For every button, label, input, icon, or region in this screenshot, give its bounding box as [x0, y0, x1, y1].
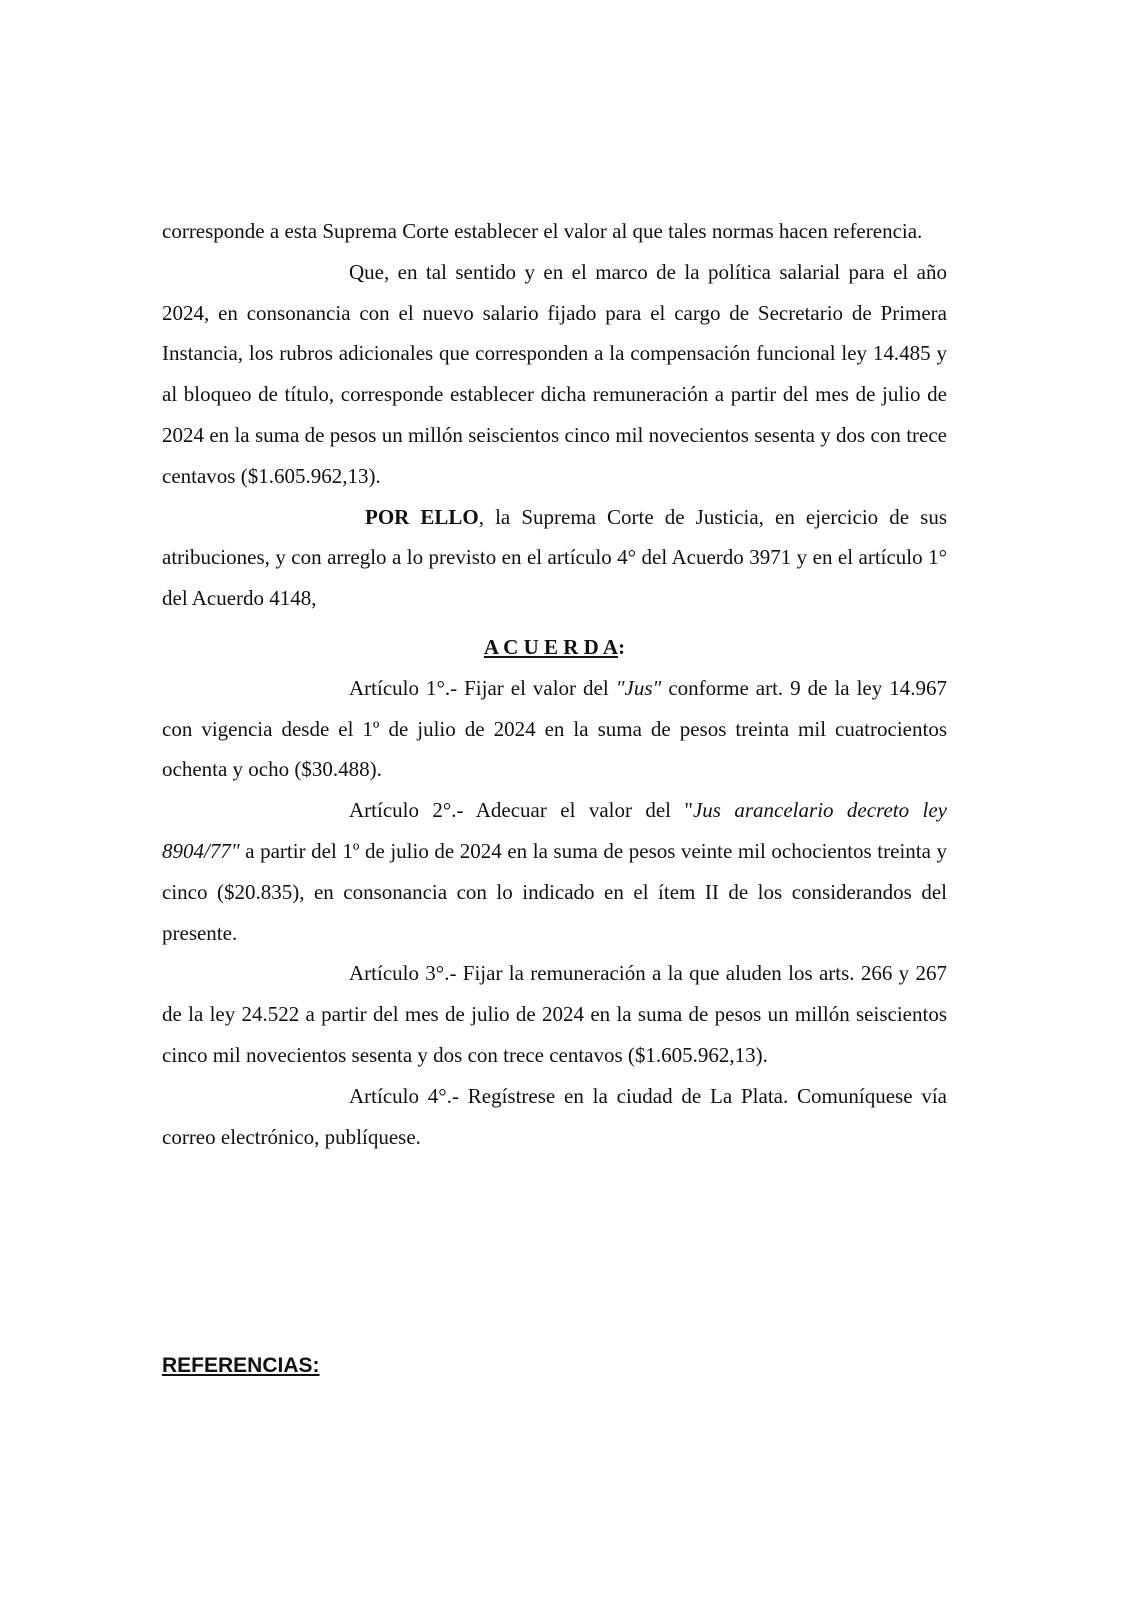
article-1-jus: "Jus" [615, 675, 662, 700]
paragraph-intro: corresponde a esta Suprema Corte establecer el valor al que tales normas hacen referencia. [162, 219, 923, 243]
paragraph-por-ello [162, 497, 947, 619]
article-2 [162, 790, 947, 953]
article-2-jus-arancelario: Jus arancelario decreto ley 8904/77" [162, 798, 947, 863]
article-1 [162, 668, 947, 790]
article-2-text-start: Artículo 2°.- Adecuar el valor del " [349, 798, 693, 823]
acuerda-word: A C U E R D A [483, 634, 619, 659]
article-1-text-end: conforme art. 9 de la ley 14.967 con vigencia desde el 1º de julio de 2024 en la suma de pesos treinta mil cuatrocientos ochenta y ocho ($30.488). [162, 675, 947, 782]
acuerda-heading [162, 627, 947, 668]
por-ello-label: POR ELLO [365, 504, 479, 529]
article-3: Artículo 3°.- Fijar la remuneración a la que aluden los arts. 266 y 267 de la ley 24.522 a partir del mes de julio de 2024 en la suma de pesos un millón seiscientos cinco mil novecientos sesenta y dos con trece centavos ($1.605.962,13). [162, 961, 947, 1067]
article-1-text-start: Artículo 1°.- Fijar el valor del [349, 675, 616, 700]
article-4: Artículo 4°.- Regístrese en la ciudad de La Plata. Comuníquese vía correo electrónico, publíquese. [162, 1083, 947, 1149]
references-title: REFERENCIAS: [162, 1354, 320, 1377]
paragraph-considerando: Que, en tal sentido y en el marco de la política salarial para el año 2024, en consonancia con el nuevo salario fijado para el cargo de Secretario de Primera Instancia, los rubros adicionales que corresponden a la compensación funcional ley 14.485 y al bloqueo de título, corresponde establecer dicha remuneración a partir del mes de julio de 2024 en la suma de pesos un millón seiscientos cinco mil novecientos sesenta y dos con trece centavos ($1.605.962,13). [162, 259, 947, 488]
document-body [162, 211, 947, 1157]
article-2-text-end: a partir del 1º de julio de 2024 en la suma de pesos veinte mil ochocientos treinta y cinco ($20.835), en consonancia con lo indicado en el ítem II de los considerandos del presente. [162, 838, 947, 945]
acuerda-colon: : [618, 634, 626, 659]
por-ello-text: , la Suprema Corte de Justicia, en ejercicio de sus atribuciones, y con arreglo a lo previsto en el artículo 4° del Acuerdo 3971 y en el artículo 1° del Acuerdo 4148, [162, 504, 947, 611]
